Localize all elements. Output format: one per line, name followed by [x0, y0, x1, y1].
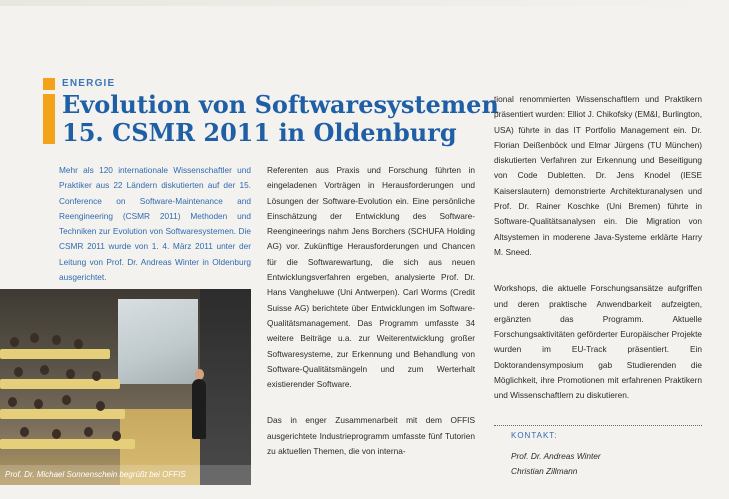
contact-name: Christian Zillmann: [511, 466, 578, 476]
column2-paragraph-2: Das in enger Zusammenarbeit mit dem OFFIS ausgerichtete Industrieprogramm umfasste fünf Tutorien zu aktuellen Themen, die von interna-: [267, 415, 475, 457]
contact-heading: KONTAKT:: [511, 431, 558, 440]
contact-divider: [494, 425, 702, 426]
column2-paragraph-1: Referenten aus Praxis und Forschung führten in eingeladenen Vorträgen in Herausforderungen und Lösungen der Software-Evolution ein. Eine persönliche Einschätzung der Entwicklung des Software-Reengineerings nahm Jens Borchers (SCHUFA Holding AG) vor. Zukünftige Herausforderungen und Chancen für die Softwarewartung, die sich aus neuen Entwicklungsverfahren ergeben, analysierte Prof. Dr. Hans Vangheluwe (Uni Antwerpen). Carl Worms (Credit Suisse AG) berichtete über Entwicklungen im Software-Qualitätsmanagement. Das Programm umfasste 34 weitere Beiträge u.a. zur Weiterentwicklung großer Softwaresysteme, zur Erkennung und Behandlung von Software-Qualitätsmängeln und zum Werterhalt existierender Software.: [267, 165, 475, 390]
column3-paragraph-2: Workshops, die aktuelle Forschungsansätze aufgriffen und deren praktische Anwendbarkeit aufzeigten, ergänzten das Programm. Aktuelle Forschungsaktivitäten geförderter Europäischer Projekte wurden im EU-Track präsentiert. Ein Doktorandensymposium gab Studierenden die Möglichkeit, ihre Promotionen mit erfahrenen Praktikern und Wissenschaftlern zu diskutieren.: [494, 283, 702, 401]
section-label: ENERGIE: [62, 78, 116, 89]
photo-caption: Prof. Dr. Michael Sonnenschein begrüßt bei OFFIS: [0, 465, 251, 485]
headline-line-1: Evolution von Softwaresystemen: [62, 90, 499, 119]
info-i-icon: [40, 78, 58, 144]
page-top-decoration: [0, 0, 729, 6]
contact-name: Prof. Dr. Andreas Winter: [511, 451, 601, 461]
article-headline: [62, 90, 499, 147]
headline-line-2: 15. CSMR 2011 in Oldenburg: [62, 118, 457, 147]
body-column-3: [494, 92, 702, 404]
lecture-hall-photo: [0, 289, 251, 485]
body-column-2: [267, 163, 475, 459]
column3-paragraph-1: tional renommierten Wissenschaftlern und Praktikern präsentiert wurden: Elliot J. Chikofsky (EM&I, Burlington, USA) führte in das IT Portfolio Management ein. Dr. Florian Deißenböck und Elmar Jürgens (TU München) diskutierten Verfahren zur Erkennung und Beseitigung von Code Dubletten. Dr. Jens Knodel (IESE Kaiserslautern) demonstrierte Architekturanalysen und Prof. Dr. Rainer Koschke (Uni Bremen) führte in Software-Qualitätsanalysen ein. Die Migration von Altsystemen in moderene Java-Systeme erklärte Harry M. Sneed.: [494, 94, 702, 257]
lead-paragraph: Mehr als 120 internationale Wissenschaftler und Praktiker aus 22 Ländern diskutierten auf der 15. Conference on Software-Maintenance and Reengineering (CSMR 2011) Methoden und Techniken zur Evolution von Softwaresystemen. Die CSMR 2011 wurde von 1. 4. März 2011 unter der Leitung von Prof. Dr. Andreas Winter in Oldenburg ausgerichtet.: [59, 165, 251, 283]
